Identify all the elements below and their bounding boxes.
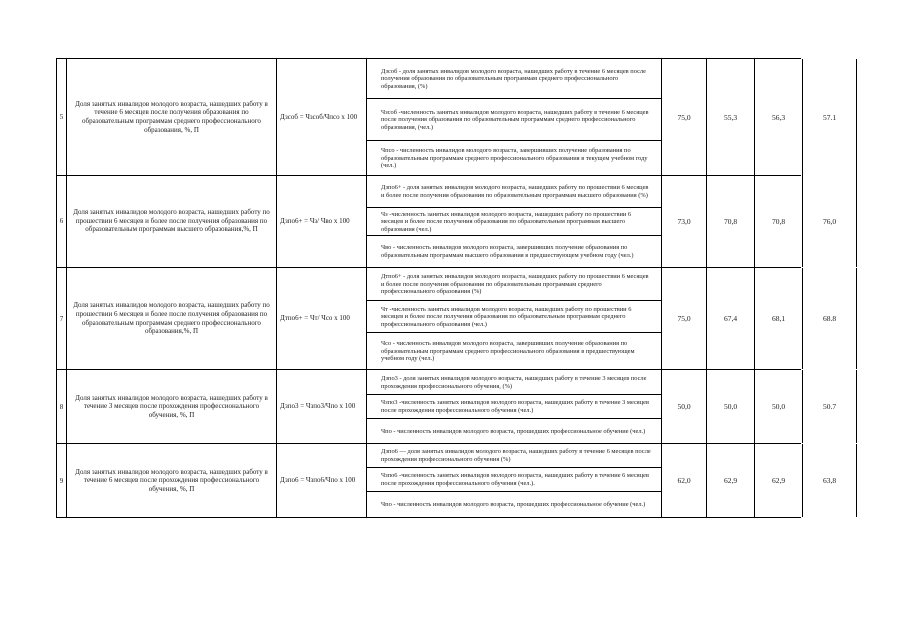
table-row xyxy=(56,444,837,518)
indicator-formula: Дзпо3 = Чзпо3/Чпо х 100 xyxy=(276,370,366,443)
table-row xyxy=(56,268,837,370)
legend-item: Дтпо6+ - доля занятых инвалидов молодого возраста, нашедших работу по прошествии 6 месяцев и более после получения образования по образовательным программам среднего профессионального образования (%) xyxy=(367,268,661,301)
legend-item: Чпсо - численность инвалидов молодого возраста, завершивших получение образования по образовательным программам среднего профессионального образования в текущем учебном году (чел.) xyxy=(381,147,648,170)
legend-item: Чзпо3 -численность занятых инвалидов молодого возраста, нашедших работу в течение 3 месяцев после прохождения профессионального обучения (чел.) xyxy=(367,395,661,419)
row-number: 7 xyxy=(56,268,66,369)
value-cell: 55,3 xyxy=(706,59,754,175)
indicator-name: Доля занятых инвалидов молодого возраста, нашедших работу в течение 6 месяцев после прохождения профессионального обучения, %, П xyxy=(66,444,276,517)
legend-item: Чт -численность занятых инвалидов молодого возраста, нашедших работу по прошествии 6 месяцев и более после получения образования по образовательным программам среднего профессионального образования (чел.) xyxy=(367,301,661,333)
indicator-formula: Дзпо6 = Чзпо6/Чпо х 100 xyxy=(276,444,366,517)
indicator-formula: Дзсоб = Чзсоб/Чпсо х 100 xyxy=(276,59,366,175)
formula-legend xyxy=(366,59,661,175)
legend-item: Чз -численность занятых инвалидов молодого возраста, нашедших работу по прошествии 6 месяцев и более после получения образования по образовательным программам высшего образования (чел.) xyxy=(367,208,661,236)
table-row xyxy=(56,58,837,176)
value-cell: 50,0 xyxy=(706,370,754,443)
table-row xyxy=(56,370,837,444)
value-cell: 62,0 xyxy=(661,444,706,517)
value-cell: 73,0 xyxy=(661,175,706,267)
row-number: 6 xyxy=(56,175,66,267)
legend-item: Дзпо6+ - доля занятых инвалидов молодого возраста, нашедших работу по прошествии 6 месяцев и более после получения образования по образовательным программам высшего образования (%) xyxy=(367,175,661,208)
indicator-name: Доля занятых инвалидов молодого возраста, нашедших работу в течение 3 месяцев после прохождения профессионального обучения, %, П xyxy=(66,370,276,443)
row-number: 8 xyxy=(56,370,66,443)
indicator-name: Доля занятых инвалидов молодого возраста, нашедших работу по прошествии 6 месяцев и более после получения образования по образовательным программам высшего образования,%, П xyxy=(66,175,276,267)
formula-legend xyxy=(366,444,661,517)
legend-item: Дзсоб - доля занятых инвалидов молодого возраста, нашедших работу в течение 6 месяцев после получения образования по образовательным программам среднего профессионального образования, (%) xyxy=(367,59,661,99)
legend-item: Чпо - численность инвалидов молодого возраста, прошедших профессиональное обучение (чел.) xyxy=(381,501,646,509)
legend-item: Чзсоб -численность занятых инвалидов молодого возраста, нашедших работу в течение 6 месяцев после получения образования по образовательным программам среднего профессионального образования, (чел.) xyxy=(367,99,661,141)
value-cell: 50.7 xyxy=(802,370,857,443)
value-cell: 62,9 xyxy=(706,444,754,517)
value-cell: 75,0 xyxy=(661,59,706,175)
indicator-formula: Дзпо6+ = Чз/ Чво х 100 xyxy=(276,175,366,267)
row-number: 5 xyxy=(56,59,66,175)
indicator-name: Доля занятых инвалидов молодого возраста, нашедших работу по прошествии 6 месяцев и более после получения образования по образовательным программам среднего профессионального образования,%, П xyxy=(66,268,276,369)
indicator-name: Доля занятых инвалидов молодого возраста, нашедших работу в течение 6 месяцев после получения образования по образовательным программам среднего профессионального образования, %, П xyxy=(66,59,276,175)
indicator-formula: Дтпо6+ = Чт/ Чсо х 100 xyxy=(276,268,366,369)
legend-item: Дзпо6 — доля занятых инвалидов молодого возраста, нашедших работу в течение 6 месяцев после прохождения профессионального обучения (%) xyxy=(367,444,661,468)
value-cell: 50,0 xyxy=(754,370,802,443)
value-cell: 75,0 xyxy=(661,268,706,369)
value-cell: 68.8 xyxy=(802,268,857,369)
value-cell: 50,0 xyxy=(661,370,706,443)
value-cell: 68,1 xyxy=(754,268,802,369)
legend-item: Чсо - численность инвалидов молодого возраста, завершивших получение образования по образовательным программам среднего профессионального образования в предшествующем учебном году (чел.) xyxy=(381,340,635,363)
value-cell: 56,3 xyxy=(754,59,802,175)
value-cell: 62,9 xyxy=(754,444,802,517)
value-cell: 70,8 xyxy=(706,175,754,267)
formula-legend xyxy=(366,370,661,443)
legend-item: Чво - численность инвалидов молодого возраста, завершивших получение образования по образовательным программам высшего образования в предшествующем учебном году (чел.) xyxy=(381,244,634,259)
row-number: 9 xyxy=(56,444,66,517)
table-row xyxy=(56,175,837,268)
value-cell: 76,0 xyxy=(802,175,857,267)
value-cell: 67,4 xyxy=(706,268,754,369)
legend-item: Чзпо6 -численность занятых инвалидов молодого возраста, нашедших работу в течение 6 месяцев после прохождения профессионального обучения (чел.). xyxy=(367,468,661,492)
formula-legend xyxy=(366,268,661,369)
value-cell: 57.1 xyxy=(802,59,857,175)
value-cell: 63,8 xyxy=(802,444,857,517)
legend-item: Чпо - численность инвалидов молодого возраста, прошедших профессиональное обучение (чел.) xyxy=(381,427,646,435)
legend-item: Дзпо3 - доля занятых инвалидов молодого возраста, нашедших работу в течение 3 месяцев после прохождения профессионального обучения, (%) xyxy=(367,370,661,395)
formula-legend xyxy=(366,175,661,267)
value-cell: 70,8 xyxy=(754,175,802,267)
